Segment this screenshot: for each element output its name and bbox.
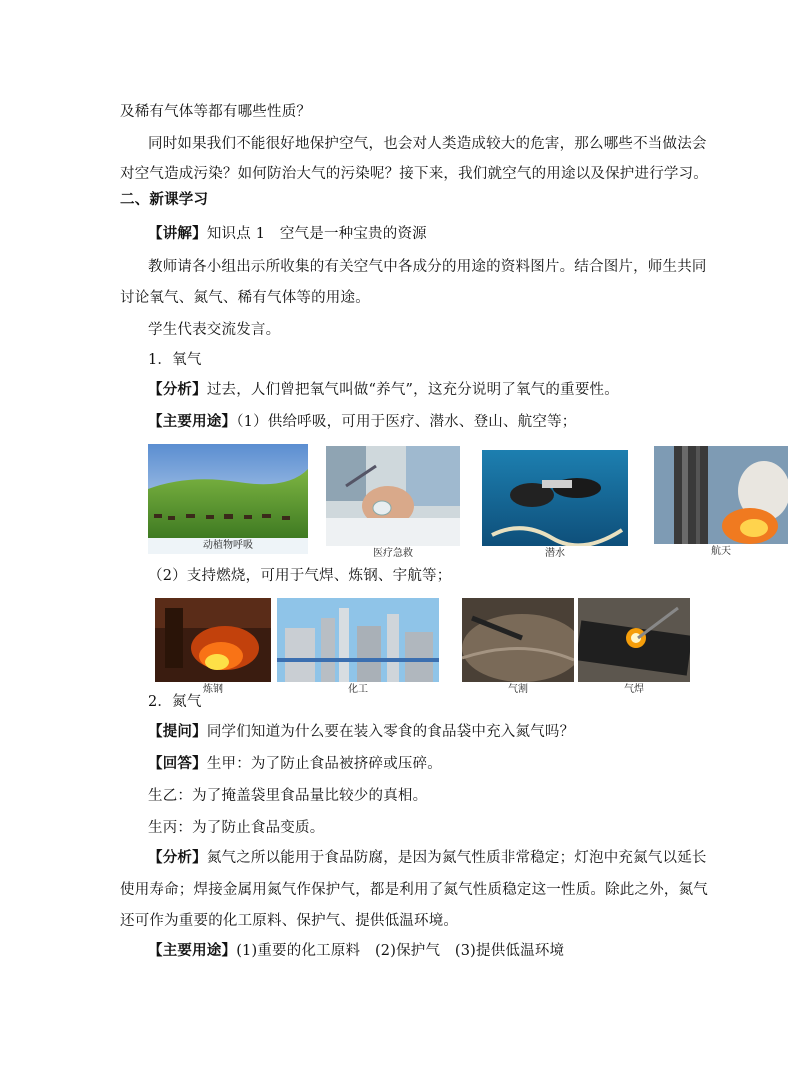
text: 过去，人们曾把氧气叫做“养气”，这充分说明了氧气的重要性。	[206, 382, 619, 398]
subheading-nitrogen: 2．氮气	[148, 694, 202, 710]
section-heading: 二、新课学习	[120, 191, 209, 208]
paragraph-line: 对空气造成污染？如何防治大气的污染呢？接下来，我们就空气的用途以及保护进行学习。	[120, 166, 708, 182]
main-use-line: （2）支持燃烧，可用于气焊、炼钢、宇航等；	[148, 568, 452, 584]
tag: 【讲解】	[148, 225, 207, 242]
image-chemical	[277, 598, 439, 698]
question-line	[148, 722, 574, 742]
image-space	[654, 446, 788, 560]
main-use-line	[148, 941, 564, 961]
analysis-line	[148, 848, 707, 868]
caption: 医疗急救	[326, 546, 460, 562]
paragraph-line: 同时如果我们不能很好地保护空气，也会对人类造成较大的危害，那么哪些不当做法会	[148, 136, 707, 152]
gas-welding-photo	[578, 598, 690, 684]
tag: 【回答】	[148, 755, 207, 772]
gas-cutting-photo	[462, 598, 574, 684]
answer-line: 生乙：为了掩盖袋里食品量比较少的真相。	[148, 788, 428, 804]
paragraph-line: 还可作为重要的化工原料、保护气、提供低温环境。	[120, 913, 459, 929]
knowledge-point-heading	[148, 224, 427, 244]
caption: 潜水	[482, 546, 628, 562]
text: (1)重要的化工原料 (2)保护气 (3)提供低温环境	[236, 943, 565, 959]
text: 知识点 1 空气是一种宝贵的资源	[206, 226, 427, 242]
paragraph-line: 教师请各小组出示所收集的有关空气中各成分的用途的资料图片。结合图片，师生共同	[148, 259, 707, 275]
chemical-plant-photo	[277, 598, 439, 684]
analysis-line	[148, 380, 619, 400]
text: 氮气之所以能用于食品防腐，是因为氮气性质非常稳定；灯泡中充氮气以延长	[206, 850, 707, 866]
medical-photo	[326, 446, 460, 546]
text: （1）供给呼吸，可用于医疗、潜水、登山、航空等；	[236, 414, 577, 430]
text: 生甲：为了防止食品被挤碎或压碎。	[206, 756, 443, 772]
caption: 动植物呼吸	[148, 538, 308, 554]
caption: 航天	[654, 544, 788, 560]
tag: 【分析】	[148, 849, 207, 866]
caption: 气割	[462, 682, 574, 698]
text: 同学们知道为什么要在装入零食的食品袋中充入氮气吗？	[206, 724, 575, 740]
tag: 【主要用途】	[148, 942, 237, 959]
rocket-launch-photo	[654, 446, 788, 544]
caption: 炼钢	[155, 682, 271, 698]
caption: 气焊	[578, 682, 690, 698]
diving-photo	[482, 450, 628, 546]
image-steel	[155, 598, 271, 698]
caption: 化工	[277, 682, 439, 698]
steelmaking-photo	[155, 598, 271, 684]
paragraph-line: 讨论氧气、氮气、稀有气体等的用途。	[120, 290, 370, 306]
tag: 【提问】	[148, 723, 207, 740]
image-breathing	[148, 444, 308, 554]
image-welding	[578, 598, 690, 698]
main-use-line	[148, 412, 576, 432]
paragraph-line: 使用寿命；焊接金属用氮气作保护气，都是利用了氮气性质稳定这一性质。除此之外，氮气	[120, 882, 708, 898]
paragraph-line: 学生代表交流发言。	[148, 322, 281, 338]
grassland-photo	[148, 444, 308, 538]
image-medical	[326, 446, 460, 562]
tag: 【分析】	[148, 381, 207, 398]
image-diving	[482, 450, 628, 562]
subheading-oxygen: 1．氧气	[148, 352, 202, 368]
answer-line: 生丙：为了防止食品变质。	[148, 820, 325, 836]
tag: 【主要用途】	[148, 413, 237, 430]
paragraph-line: 及稀有气体等都有哪些性质？	[120, 104, 312, 120]
answer-line	[148, 754, 442, 774]
image-cutting	[462, 598, 574, 698]
